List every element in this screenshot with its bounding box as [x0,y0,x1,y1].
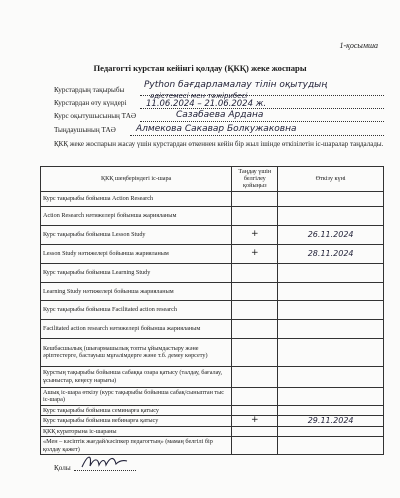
selection-mark-cell[interactable] [232,191,278,206]
course-topic-label: Курстардың тақырыбы [54,86,125,94]
course-dates-label: Курстардан өту күндері [54,99,127,107]
activity-cell: Курс тақырыбы бойынша Learning Study [41,263,232,282]
activity-cell: Курс тақырыбы бойынша вебинарға қатысу [41,415,232,426]
selection-mark-cell[interactable] [232,282,278,300]
table-row [41,263,384,282]
course-dates-field [54,99,126,107]
listener-value: Алмекова Сакавар Болкужаковна [136,124,297,134]
course-topic-value-line2: әдістемесі мен тәжірибесі [150,92,248,100]
date-cell[interactable]: 26.11.2024 [278,225,384,244]
selection-mark-cell[interactable]: + [232,415,278,426]
listener-label: Тыңдаушының ТАӘ [54,126,116,134]
activity-cell: Курс тақырыбы бойынша Facilitated action research [41,300,232,319]
trainer-label: Курс оқытушысының ТАӘ [54,112,137,120]
date-cell[interactable] [278,206,384,225]
activity-cell: Курс тақырыбы бойынша семинарға қатысу [41,405,232,415]
signature-label: Қолы [54,464,71,472]
listener-field [54,126,116,134]
table-row [41,191,384,206]
activity-cell: «Мен – кәсіптік жағдай/кәсіпкер педагогтың» (мамаң белгілі бір қолдау қажет) [41,437,232,455]
date-cell[interactable] [278,426,384,436]
table-row [41,319,384,338]
table-row [41,387,384,405]
course-topic-value: Python бағдарламалау тілін оқытудың [144,80,328,90]
date-cell[interactable]: 29.11.2024 [278,415,384,426]
trainer-field [54,112,136,120]
date-cell[interactable] [278,405,384,415]
selection-mark-cell[interactable] [232,338,278,366]
date-cell[interactable] [278,263,384,282]
activity-cell: ҚКҚ кураторына іс-шараны [41,426,232,436]
activity-table [40,166,384,455]
date-cell[interactable] [278,191,384,206]
date-cell[interactable] [278,300,384,319]
table-row [41,282,384,300]
table-row [41,206,384,225]
date-cell[interactable] [278,387,384,405]
activity-cell: Курс тақырыбы бойынша Action Research [41,191,232,206]
table-row [41,338,384,366]
trainer-underline [140,121,384,122]
listener-underline [130,135,384,136]
activity-cell: Learning Study нәтижелері бойынша жарияланым [41,282,232,300]
instruction-note: ҚКҚ жеке жоспарын жасау үшін курстардан өткеннен кейін бір жыл ішінде өткізілетін іс-шаралар таңдалады. [54,140,384,148]
date-cell[interactable] [278,282,384,300]
selection-mark-cell[interactable] [232,437,278,455]
table-row [41,405,384,415]
selection-mark-cell[interactable] [232,319,278,338]
table-row [41,426,384,436]
selection-mark-cell[interactable]: + [232,225,278,244]
course-dates-value: 11.06.2024 – 21.06.2024 ж. [146,99,267,109]
course-topic-field [54,86,124,94]
header-activity: ҚКҚ шеңберіндегі іс-шара [41,167,232,192]
header-mark: Таңдау үшін белгілеу қойыңыз [232,167,278,192]
activity-cell: Lesson Study нәтижелері бойынша жарияланым [41,244,232,263]
header-date: Өткізу күні [278,167,384,192]
appendix-label: 1-қосымша [339,41,378,50]
date-cell[interactable]: 28.11.2024 [278,244,384,263]
table-row [41,415,384,426]
date-cell[interactable] [278,338,384,366]
table-header-row [41,167,384,192]
table-row [41,366,384,387]
trainer-value: Сазабаева Ардана [176,110,264,120]
selection-mark-cell[interactable]: + [232,244,278,263]
date-cell[interactable] [278,366,384,387]
selection-mark-cell[interactable] [232,366,278,387]
activity-cell: Курс тақырыбы бойынша Lesson Study [41,225,232,244]
activity-cell: Курстың тақырыбы бойынша сабаққа озара қатысу (талдау, бағалау, ұсыныстар, кеңесу нарығы) [41,366,232,387]
date-cell[interactable] [278,437,384,455]
document-title: Педагогті курстан кейінгі қолдау (ҚКҚ) жеке жоспары [93,63,307,73]
selection-mark-cell[interactable] [232,300,278,319]
selection-mark-cell[interactable] [232,387,278,405]
activity-cell: Ашық іс-шара өткізу (курс тақырыбы бойынша сабақ/сыныптан тыс іс-шара) [41,387,232,405]
selection-mark-cell[interactable] [232,426,278,436]
selection-mark-cell[interactable] [232,263,278,282]
selection-mark-cell[interactable] [232,405,278,415]
signature-scribble [80,452,130,472]
activity-cell: Кешбасшылық (шығармашылық топты ұйымдастыру және әріптестерге, бастауыш мұғалімдерге және т.б. демеу көрсету) [41,338,232,366]
activity-cell: Action Research нәтижелері бойынша жарияланым [41,206,232,225]
date-cell[interactable] [278,319,384,338]
table-row [41,244,384,263]
table-row [41,225,384,244]
selection-mark-cell[interactable] [232,206,278,225]
table-body [41,191,384,454]
activity-cell: Facilitated action research нәтижелері бойынша жарияланым [41,319,232,338]
table-row [41,300,384,319]
